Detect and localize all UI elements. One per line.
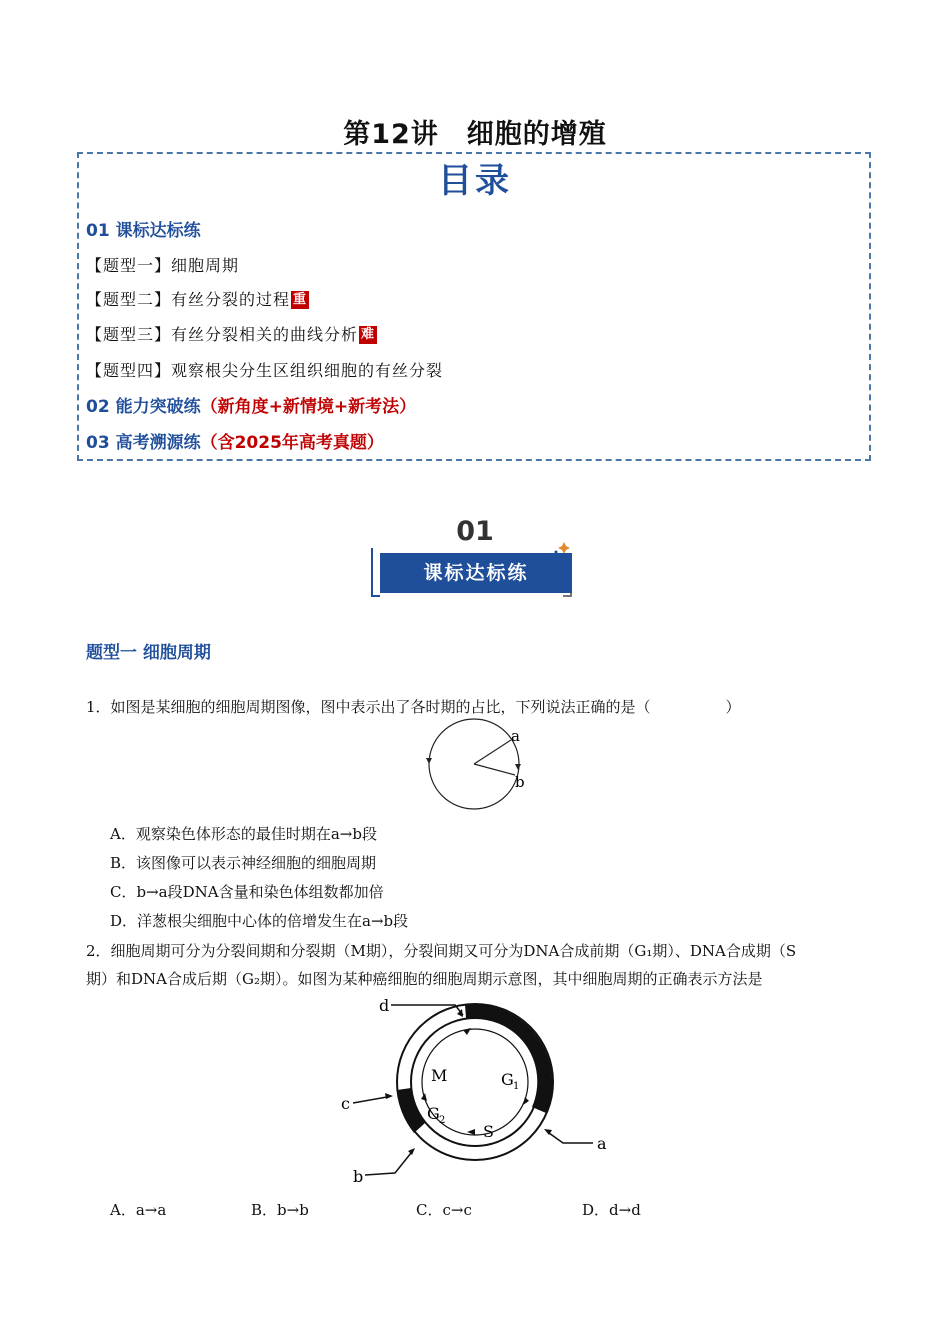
arrow-down-icon xyxy=(515,764,521,770)
label-M: M xyxy=(431,1066,448,1085)
section-number: 01 xyxy=(456,516,494,547)
toc-heading: 目录 xyxy=(438,161,512,201)
toc-section-extra: （新角度+新情境+新考法） xyxy=(200,397,417,417)
label-b: b xyxy=(515,773,525,791)
key-point-badge: 重 xyxy=(293,292,308,307)
toc-section-1[interactable] xyxy=(86,216,201,241)
option-b[interactable]: B．该图像可以表示神经细胞的细胞周期 xyxy=(110,854,377,872)
section-banner: 课标达标练 xyxy=(380,553,572,593)
cell-cycle-figure-2 xyxy=(335,993,615,1188)
label-a: a xyxy=(597,1134,607,1153)
toc-item-1[interactable] xyxy=(86,253,239,276)
toc-section-label: 02 能力突破练 xyxy=(86,397,201,417)
difficulty-badge: 难 xyxy=(361,327,376,342)
page-title: 第12讲 细胞的增殖 xyxy=(343,119,607,150)
question-type-heading: 题型一 细胞周期 xyxy=(86,643,211,663)
question-2-stem-line1: 2．细胞周期可分为分裂间期和分裂期（M期），分裂间期又可分为DNA合成前期（G₁期）、DNA合成期（S xyxy=(86,942,797,960)
toc-item-label: 【题型三】有丝分裂相关的曲线分析 xyxy=(86,325,359,344)
option-a[interactable]: A．观察染色体形态的最佳时期在a→b段 xyxy=(110,825,377,843)
toc-item-label: 【题型一】细胞周期 xyxy=(86,256,240,275)
toc-item-4[interactable] xyxy=(86,358,443,381)
label-G2: G xyxy=(427,1104,440,1123)
arrow-up-icon xyxy=(426,758,432,764)
label-G1: G xyxy=(501,1070,514,1089)
label-c: c xyxy=(341,1094,350,1113)
option-d[interactable]: D．洋葱根尖细胞中心体的倍增发生在a→b段 xyxy=(110,912,409,930)
toc-section-label: 03 高考溯源练 xyxy=(86,433,201,453)
toc-item-3[interactable] xyxy=(86,322,377,345)
label-G2-sub: 2 xyxy=(439,1115,446,1126)
label-S: S xyxy=(483,1122,494,1141)
label-b: b xyxy=(353,1167,364,1186)
option-c[interactable]: C．b→a段DNA含量和染色体组数都加倍 xyxy=(110,883,384,901)
question-2-stem-line2: 期）和DNA合成后期（G₂期）。如图为某种癌细胞的细胞周期示意图，其中细胞周期的正确表示方法是 xyxy=(86,970,763,988)
toc-item-label: 【题型二】有丝分裂的过程 xyxy=(86,290,291,309)
toc-item-2[interactable] xyxy=(86,287,309,310)
toc-item-label: 【题型四】观察根尖分生区组织细胞的有丝分裂 xyxy=(86,361,444,380)
option-d[interactable]: D．d→d xyxy=(582,1201,641,1219)
label-d: d xyxy=(379,996,390,1015)
question-1-stem: 1．如图是某细胞的细胞周期图像，图中表示出了各时期的占比，下列说法正确的是（ ） xyxy=(86,698,741,716)
toc-section-extra: （含2025年高考真题） xyxy=(200,433,384,453)
option-a[interactable]: A．a→a xyxy=(110,1201,167,1219)
toc-section-label: 01 课标达标练 xyxy=(86,221,201,241)
toc-section-2[interactable] xyxy=(86,392,416,417)
option-b[interactable]: B．b→b xyxy=(251,1201,309,1219)
label-G1-sub: 1 xyxy=(513,1081,520,1092)
option-c[interactable]: C．c→c xyxy=(416,1201,472,1219)
cell-cycle-figure-1 xyxy=(415,718,545,816)
label-a: a xyxy=(511,727,520,745)
toc-section-3[interactable] xyxy=(86,428,384,453)
